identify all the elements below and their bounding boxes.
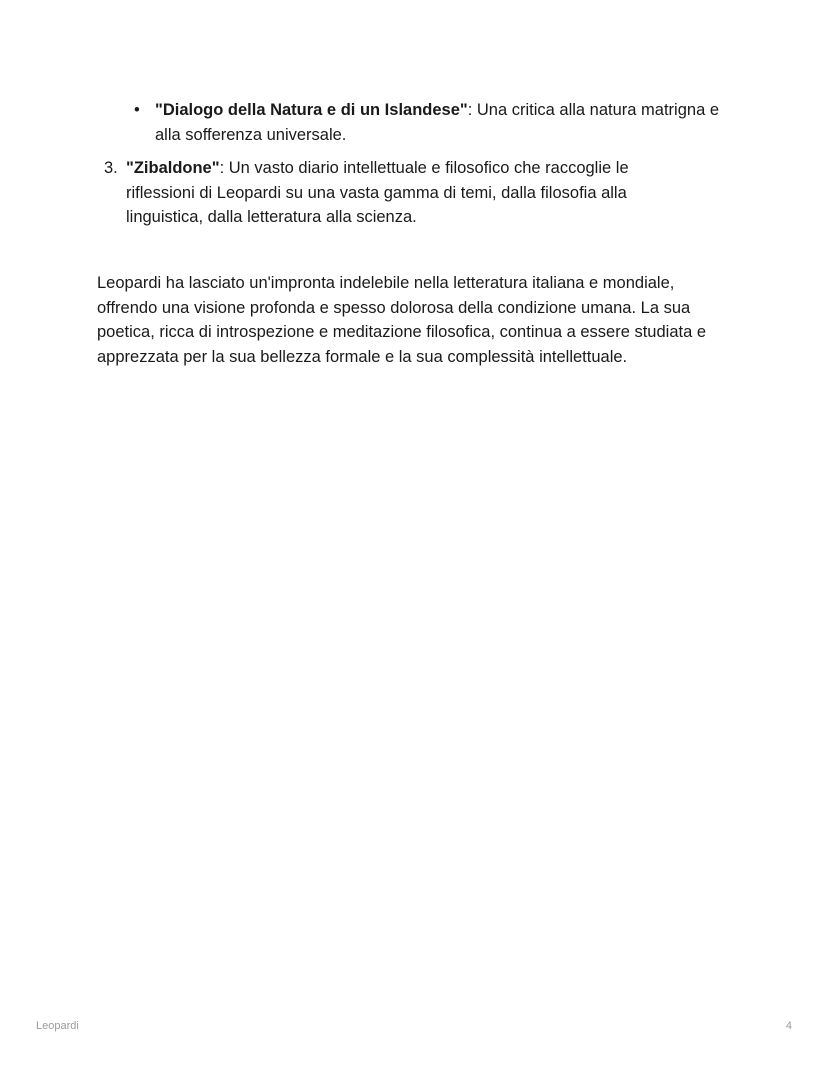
list-number: 3. bbox=[104, 159, 118, 177]
closing-paragraph: Leopardi ha lasciato un'impronta indelebile nella letteratura italiana e mondiale, offrendo una visione profonda e spesso dolorosa della condizione umana. La sua poetica, ricca di introspezione e meditazione filosofica, continua a essere studiata e apprezzata per la sua bellezza formale e la sua complessità intellettuale. bbox=[97, 274, 707, 366]
list-item-title: "Zibaldone" bbox=[126, 159, 220, 177]
list-item-dialogo bbox=[155, 98, 745, 147]
list-item-title: "Dialogo della Natura e di un Islandese" bbox=[155, 101, 468, 119]
list-item-zibaldone bbox=[126, 156, 686, 230]
bullet-marker: • bbox=[134, 101, 140, 119]
list-item-text: : Un vasto diario intellettuale e filosofico che raccoglie le riflessioni di Leopardi su una vasta gamma di temi, dalla filosofia alla linguistica, dalla letteratura alla scienza. bbox=[126, 159, 629, 226]
footer-page-number: 4 bbox=[785, 1020, 792, 1032]
list-item-text: : Una critica alla natura matrigna e alla sofferenza universale. bbox=[155, 101, 720, 144]
footer-document-title: Leopardi bbox=[36, 1020, 79, 1032]
